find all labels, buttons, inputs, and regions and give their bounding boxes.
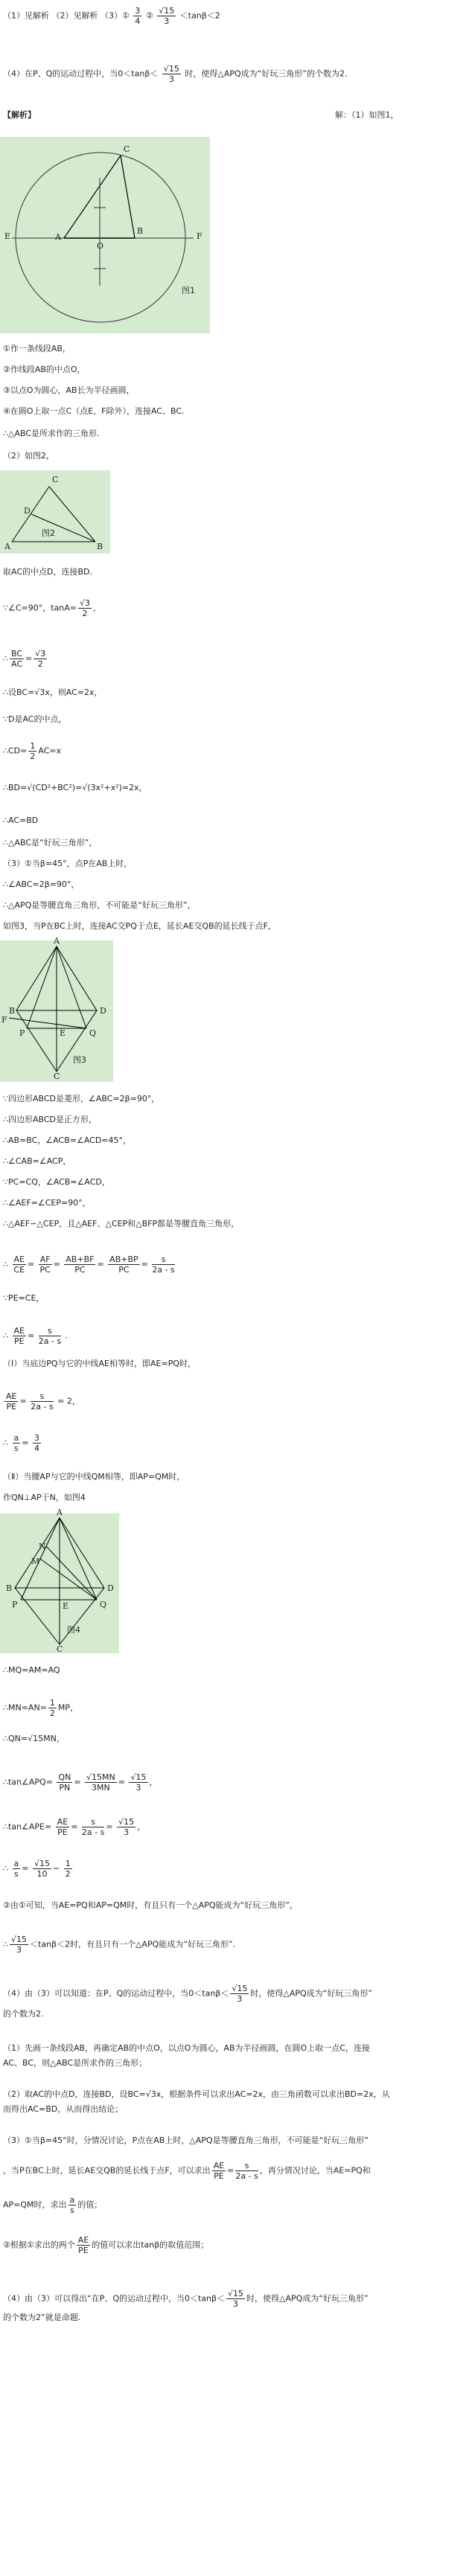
fraction [157,6,176,26]
label-e: E [63,1601,69,1611]
denominator: 2a - s [38,1336,62,1346]
label-a: A [57,1508,63,1517]
denominator: PE [214,2171,224,2181]
numerator: s [82,1817,104,1827]
p3-line-3: ∴AB=BC，∠ACB=∠ACD=45°， [3,1135,132,1145]
fraction [212,2161,226,2181]
text: ②根据①求出的两个 [3,2240,75,2250]
fraction [48,1698,57,1718]
answer-text: （1）见解析 （2）见解析 （3）① [3,10,130,21]
numerator: s [235,2161,258,2171]
p3-line-4: ∴∠CAB=∠ACP， [3,1156,71,1166]
text: ∵∠C=90°，tanA= [3,603,77,613]
summary-2: （2）取AC的中点D，连接BD，设BC=√3x，根据条件可以求出AC=2x，由三角函数可以求出BD=2x，从 [3,2089,390,2099]
denominator: 3 [164,16,170,26]
numerator: AB+BP [109,1255,138,1264]
numerator: a [13,1859,19,1868]
denominator: PN [59,1783,71,1792]
fraction [117,1817,135,1837]
p4-line-8 [3,1935,235,1955]
fraction [82,1817,104,1837]
denominator: s [14,1444,19,1453]
numerator: √15MN [86,1772,115,1782]
denominator: 4 [135,16,141,26]
fraction [10,649,24,669]
segment-fq [9,1018,86,1028]
numerator: AE [6,1391,17,1401]
text: ∴ [3,1330,8,1341]
summary-3: （3）①当β=45°时，分情况讨论，P点在AB上时，△APQ是等腰直角三角形，不可能是“好玩三角形” [3,2136,368,2145]
numerator: √15 [159,6,175,16]
p3-case-1: （Ⅰ）当底边PQ与它的中线AE相等时，即AE=PQ时， [3,1359,196,1368]
numerator: √3 [35,649,46,659]
numerator: s [39,1326,61,1336]
denominator: 2a - s [235,2171,258,2181]
p3-equation-1: ∴ $\frac{AE}{CE}$ = $\frac{AF}{PC}$ = $\frac{AB+BF}{PC}$ = $\frac{AB+BP}{PC}$ = $\frac{s}{2a - s}$ [3,1255,175,1275]
label-e: E [4,231,11,241]
p3-pe: ∵PE=CE， [3,1293,45,1303]
label-a: A [55,232,61,242]
denominator: 3 [124,1827,130,1837]
text: 时，使得△APQ成为“好玩三角形” [246,2293,368,2304]
numerator: AE [13,1255,25,1264]
fraction [64,1859,72,1879]
denominator: PE [57,1827,68,1837]
figure-3-diagram [0,941,113,1082]
p4-line-5: ∴tan∠APE= $\frac{AE}{PE}$ = $\frac{s}{2a - s}$ = $\frac{√15}{3}$ ， [3,1817,146,1837]
text: ∴CD= [3,746,28,756]
label-m: M [31,1557,40,1566]
text: （4）由（3）可以得出“在P、Q的运动过程中，当0＜tanβ＜ [3,2293,226,2304]
numerator: 1 [30,741,36,751]
denominator: CE [13,1265,25,1275]
p3-line-5: ∵PC=CQ，∠ACB=∠ACD， [3,1177,110,1187]
p2-line-9: ∴△ABC是“好玩三角形”， [3,838,98,848]
fraction [129,1772,147,1792]
fraction [13,1255,26,1275]
label-n: N [39,1542,46,1551]
label-c: C [52,475,59,484]
p2-line-6 [3,741,61,761]
numerator: AE [213,2161,225,2170]
fraction [39,1255,52,1275]
text: = [25,653,33,664]
numerator: a [13,1433,19,1443]
p2-line-8: ∴AC=BD [3,816,39,825]
summary-1b: AC、BC，则△ABC是所求作的三角形； [3,2058,147,2068]
denominator: PC [39,1265,51,1275]
figure-1 [0,137,210,333]
figure-caption: 图2 [42,528,55,538]
p2-line-12: ∴△APQ是等腰直角三角形，不可能是“好玩三角形”， [3,900,196,910]
text: ∴ [3,1259,8,1269]
fraction [235,2161,258,2181]
denominator: PE [78,2246,89,2255]
numerator: QN [58,1772,71,1782]
label-q: Q [100,1600,107,1609]
text: = 2， [57,1396,80,1406]
text: ，再分情况讨论，当AE=PQ和 [259,2165,371,2176]
p4-line-4: ∴tan∠APQ= $\frac{QN}{PN}$ = $\frac{√15MN}{3MN}$ = $\frac{√15}{3}$ ， [3,1772,158,1792]
figure-4-diagram [0,1513,119,1653]
answer-text: ② [145,10,153,21]
p4-line-2 [3,1698,78,1718]
figure-3 [0,936,113,1082]
segment-ac [64,156,121,238]
denominator: PC [74,1265,86,1275]
p2-line-4: ∴设BC=√3x，则AC=2x， [3,688,103,697]
label-f: F [1,1015,7,1025]
p4-line-9 [3,1984,372,2004]
label-p: P [19,1028,25,1038]
segment-bc [121,156,135,238]
step-1: ①作一条线段AB， [3,344,71,353]
label-d: D [107,1583,114,1593]
analysis-intro: 解：（1）如图1， [335,110,399,120]
fraction [13,1326,26,1346]
summary-3b: ，当P在BC上时，延长AE交QB的延长线于点F，可以求出 $\frac{AE}{PE}$ = $\frac{s}{2a - s}$ ，再分情况讨论，当AE=PQ和 [3,2161,371,2181]
text: 的值可以求出tanβ的取值范围； [92,2240,209,2250]
label-b: B [137,226,144,236]
numerator: √15 [130,1772,147,1782]
numerator: 3 [34,1433,39,1443]
numerator: AE [13,1326,25,1336]
denominator: PE [13,1336,25,1346]
text: ＜tanβ＜2时，有且只有一个△APQ能成为“好玩三角形”. [30,1939,236,1949]
fraction [13,1433,21,1453]
numerator: AB+BF [66,1255,95,1264]
label-c: C [57,1644,63,1654]
p3-equation-3: $\frac{AE}{PE}$ = $\frac{s}{2a - s}$ = 2， [6,1391,80,1412]
text: ∴tan∠APQ= [3,1777,53,1787]
fraction [34,649,47,669]
denominator: 3MN [92,1783,110,1792]
label-a: A [4,542,10,551]
text: MP， [57,1702,79,1713]
answer-text: 时，使得△APQ成为“好玩三角形”的个数为2. [185,68,348,79]
fraction [13,1859,21,1879]
step-2: ②作线段AB的中点O， [3,365,86,374]
numerator: √15 [11,1935,28,1944]
denominator: 3 [168,74,174,84]
segment-bd [31,514,95,542]
numerator: √3 [80,598,91,608]
p2-line-11: ∴∠ABC=2β=90°， [3,880,80,889]
label-f: F [197,231,202,241]
label-p: P [12,1600,18,1609]
text: ∴tan∠APE= [3,1822,52,1832]
label-d: D [24,506,31,516]
text: 的值； [77,2199,103,2210]
numerator: 3 [135,6,141,16]
text: ∴ [3,1438,8,1448]
numerator: √15 [163,64,179,74]
denominator: 3 [16,1945,22,1955]
text: 时，使得△APQ成为“好玩三角形” [250,1988,373,1999]
summary-4 [3,2235,208,2255]
denominator: 10 [36,1869,48,1879]
figure-1-diagram [0,137,210,333]
p3-line-6: ∴∠AEF=∠CEP=90°， [3,1198,91,1208]
answer-text: （4）在P、Q的运动过程中，当0＜tanβ＜ [3,68,159,79]
part-2-heading: （2）如图2， [3,451,54,461]
analysis-title: 【解析】 [3,110,36,120]
p3-make: 作QN⊥AP于N，如图4 [3,1493,86,1502]
denominator: s [70,2205,74,2215]
p2-line-10: （3）①当β=45°，点P在AB上时， [3,859,133,868]
label-e: E [60,1028,66,1038]
segment-qm [40,1559,97,1600]
figure-caption: 图3 [73,1055,86,1065]
fraction [31,1391,53,1412]
label-c: C [54,1071,60,1081]
step-4: ④在圆O上取一点C（点E、F除外），连接AC、BC. [3,406,185,416]
numerator: a [69,2195,75,2205]
segment-qn [46,1546,97,1600]
fraction [108,1255,139,1275]
p3-line-7: ∴△AEF∽△CEP，且△AEF、△CEP和△BFP都是等腰直角三角形， [3,1219,240,1228]
p4-line-7: ②由①可知，当AE=PQ和AP=QM时，有且只有一个△APQ能成为“好玩三角形”， [3,1900,298,1910]
fraction [56,1817,69,1837]
figure-caption: 图1 [182,286,195,295]
numerator: 1 [65,1859,71,1868]
numerator: BC [11,649,23,659]
fraction [68,2195,77,2215]
circle-o [16,153,185,322]
denominator: 2 [49,1708,55,1718]
segment-cb [49,487,95,542]
denominator: 2 [82,609,88,618]
fraction [33,1433,41,1453]
fraction [133,6,141,26]
text: . [65,1330,68,1341]
summary-1: （1）先画一条线段AB，再确定AB的中点O，以点O为圆心，AB为半径画圆，在圆O上取一点C，连接 [3,2043,370,2053]
answer-line-2 [3,64,348,84]
label-b: B [9,1006,16,1016]
fraction [230,1984,249,2004]
fraction [77,2235,90,2255]
denominator: 2a - s [81,1827,105,1837]
text: ∴ [3,653,8,664]
summary-2b: 而得出AC=BD，从而得出结论； [3,2104,124,2114]
numerator: s [31,1391,53,1402]
label-b: B [97,542,103,551]
answer-line-1 [3,6,220,26]
denominator: 2a - s [152,1265,175,1275]
fraction [226,2289,245,2309]
text: ， [93,603,102,613]
denominator: 3 [135,1783,141,1792]
fraction [4,1391,18,1412]
p2-line-3 [3,649,48,669]
text: ∴ [3,1863,8,1874]
denominator: AC [11,659,23,669]
summary-5 [3,2289,368,2309]
p4-line-9b: 的个数为2. [3,2009,44,2019]
answer-text: ＜tanβ＜2 [179,10,220,21]
p4-line-3: ∴QN=√15MN， [3,1734,65,1743]
label-c: C [124,144,130,154]
fraction [28,741,36,761]
numerator: √15 [232,1984,248,1993]
p2-line-7: ∴BD=√(CD²+BC²)=√(3x²+x²)=2x， [3,783,147,792]
step-5: ∴△ABC是所求作的三角形. [3,429,100,438]
denominator: 4 [34,1444,39,1453]
text: ∴MN=AN= [3,1702,47,1713]
text: ∴ [3,1939,8,1949]
label-b: B [6,1583,13,1593]
denominator: 2a - s [31,1402,54,1412]
p3-case-2: （Ⅱ）当腰AP与它的中线QM相等，即AP=QM时， [3,1472,185,1481]
p4-line-1: ∴MQ=AM=AQ [3,1665,60,1675]
figure-caption: 图4 [67,1625,80,1635]
p2-line-2 [3,598,101,618]
fraction [10,1935,28,1955]
fraction [57,1772,72,1792]
p3-equation-2: ∴ $\frac{AE}{PE}$ = $\frac{s}{2a - s}$ . [3,1326,68,1346]
p3-equation-4: ∴ $\frac{a}{s}$ = $\frac{3}{4}$ [3,1433,39,1453]
text: AC=x [38,746,62,756]
fraction [85,1772,117,1792]
summary-5b: 的个数为2”就是命题. [3,2313,81,2322]
numerator: AF [39,1255,51,1264]
denominator: s [14,1869,19,1879]
figure-2 [0,470,110,554]
numerator: s [152,1255,174,1265]
numerator: √15 [34,1859,50,1868]
p3-line-2: ∴四边形ABCD是正方形， [3,1115,98,1124]
denominator: 2 [65,1869,71,1879]
denominator: 2 [30,752,36,761]
denominator: PC [118,1265,130,1275]
fraction [78,598,92,618]
text: （4）由（3）可以知道：在P、Q的运动过程中，当0＜tanβ＜ [3,1988,229,1999]
numerator: √15 [228,2289,244,2298]
denominator: 3 [233,2299,239,2309]
label-q: Q [89,1028,97,1038]
figure-4 [0,1508,119,1654]
summary-3c [3,2195,102,2215]
fraction [64,1255,95,1275]
p2-line-5: ∵D是AC的中点， [3,714,67,724]
fraction [162,64,181,84]
p2-line-1: 取AC的中点D，连接BD. [3,567,92,577]
step-3: ③以点O为圆心，AB长为半径画圆， [3,385,135,395]
label-o: O [97,241,104,251]
denominator: 2 [37,659,43,669]
fraction [152,1255,174,1275]
text: AP=QM时，求出 [3,2199,67,2210]
fraction [39,1326,61,1346]
numerator: AE [77,2235,89,2245]
denominator: PE [6,1402,17,1412]
denominator: 3 [237,1994,243,2004]
numerator: √15 [118,1817,135,1827]
numerator: AE [57,1817,68,1827]
numerator: 1 [49,1698,55,1708]
p2-line-13: 如图3，当P在BC上时，连接AC交PQ于点E，延长AE交QB的延长线于点F， [3,921,276,931]
text: ，当P在BC上时，延长AE交QB的延长线于点F，可以求出 [3,2165,211,2176]
fraction [33,1859,51,1879]
label-a: A [54,936,60,946]
p4-line-6: ∴ $\frac{a}{s}$ = $\frac{√15}{10}$ − $\frac{1}{2}$ [3,1859,71,1879]
p3-line-1: ∵四边形ABCD是菱形，∠ABC=2β=90°， [3,1094,160,1103]
label-d: D [100,1006,106,1016]
